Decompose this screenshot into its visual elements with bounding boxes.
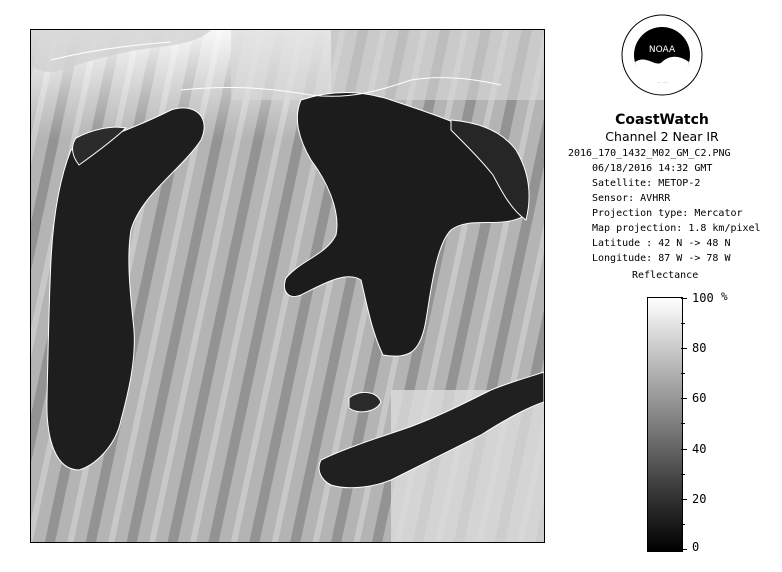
tick-minor — [681, 373, 685, 374]
tick-20 — [681, 499, 687, 500]
tick-40 — [681, 449, 687, 450]
satellite-map — [30, 29, 545, 543]
datetime: 06/18/2016 14:32 GMT — [592, 163, 713, 174]
tick-label-0: 0 — [692, 540, 700, 554]
tick-80 — [681, 348, 687, 349]
satellite: Satellite: METOP-2 — [592, 178, 701, 189]
reflectance-colorbar — [647, 297, 683, 552]
tick-minor — [681, 474, 685, 475]
tick-label-40: 40 — [692, 442, 707, 456]
tick-60 — [681, 398, 687, 399]
projection-type: Projection type: Mercator — [592, 208, 743, 219]
latitude: Latitude : 42 N -> 48 N — [592, 238, 731, 249]
sensor: Sensor: AVHRR — [592, 193, 671, 204]
longitude: Longitude: 87 W -> 78 W — [592, 253, 731, 264]
tick-label-100: 100 — [692, 291, 714, 305]
map-projection: Map projection: 1.8 km/pixel — [592, 223, 761, 234]
tick-minor — [681, 423, 685, 424]
legend-unit: % — [721, 290, 728, 303]
filename: 2016_170_1432_M02_GM_C2.PNG — [568, 148, 731, 159]
tick-minor — [681, 524, 685, 525]
tick-label-80: 80 — [692, 341, 707, 355]
tick-label-20: 20 — [692, 492, 707, 506]
tick-minor — [681, 323, 685, 324]
tick-0 — [681, 549, 687, 550]
noaa-logo — [621, 14, 703, 96]
tick-label-60: 60 — [692, 391, 707, 405]
upper-cloud — [231, 30, 544, 100]
map-image — [31, 30, 544, 542]
brand-title: CoastWatch — [615, 112, 709, 128]
logo-text: NOAA — [648, 45, 676, 55]
legend-title: Reflectance — [632, 270, 699, 281]
channel-label: Channel 2 Near IR — [605, 129, 719, 144]
tick-100 — [681, 298, 687, 299]
